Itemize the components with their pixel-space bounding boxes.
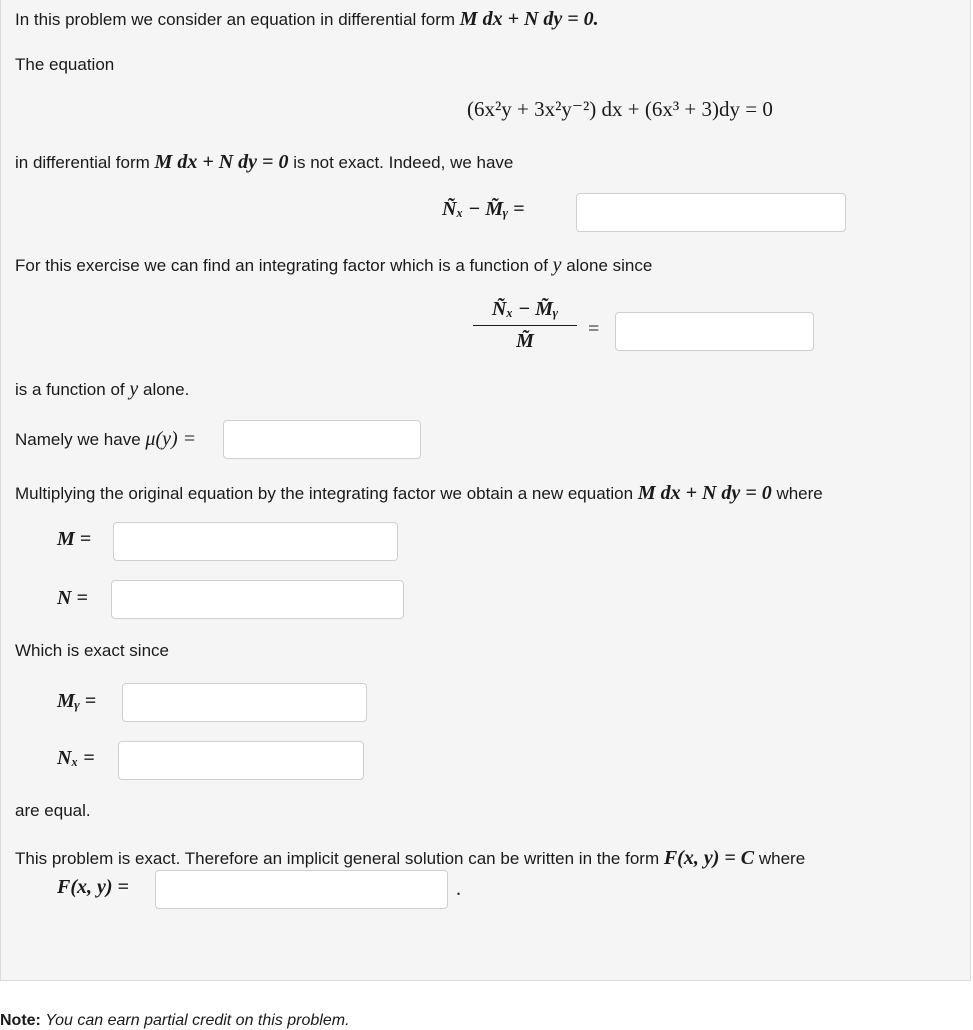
fy-var: y <box>129 378 139 400</box>
intro-line <box>15 8 599 31</box>
diff-answer-input[interactable] <box>576 193 846 232</box>
N-label: N = <box>57 587 88 609</box>
mu-prefix: Namely we have <box>15 430 141 449</box>
Nx-label: Nₓ = <box>57 747 95 769</box>
solution-suffix: where <box>758 849 806 868</box>
ratio-equals: = <box>588 318 600 340</box>
multiply-suffix: where <box>776 484 823 503</box>
function-of-y-line <box>15 378 189 401</box>
Nx-answer-input[interactable] <box>118 741 364 780</box>
F-label: F(x, y) = <box>57 876 129 898</box>
note-line <box>0 1012 350 1030</box>
multiply-formula: M dx + N dy = 0 <box>637 482 772 504</box>
intro-formula: M dx + N dy = 0. <box>459 8 599 30</box>
if-prefix: For this exercise we can find an integrating factor which is a function of <box>15 256 548 275</box>
integrating-factor-line <box>15 254 652 277</box>
main-equation-text: (6x²y + 3x²y⁻²) dx + (6x³ + 3)dy = 0 <box>467 97 773 121</box>
if-suffix: alone since <box>566 256 653 275</box>
mu-answer-input[interactable] <box>223 420 421 459</box>
are-equal-label: are equal. <box>15 801 91 820</box>
not-exact-formula: M dx + N dy = 0 <box>154 151 289 173</box>
My-answer-input[interactable] <box>122 683 367 722</box>
mu-formula: μ(y) = <box>145 428 197 450</box>
ratio-fraction <box>473 298 577 353</box>
F-answer-input[interactable] <box>155 870 448 909</box>
fy-prefix: is a function of <box>15 380 125 399</box>
ratio-answer-input[interactable] <box>615 312 814 351</box>
ratio-numerator: Ñₓ − M̃ᵧ <box>491 298 559 320</box>
main-equation <box>467 97 773 122</box>
solution-prefix: This problem is exact. Therefore an implicit general solution can be written in the form <box>15 849 660 868</box>
N-answer-input[interactable] <box>111 580 404 619</box>
not-exact-suffix: is not exact. Indeed, we have <box>293 153 514 172</box>
ratio-denominator: M̃ <box>516 330 534 352</box>
the-equation-label: The equation <box>15 55 115 74</box>
solution-line <box>15 847 805 870</box>
My-label: Mᵧ = <box>57 690 97 712</box>
note-label: Note: <box>0 1012 41 1029</box>
M-label: M = <box>57 528 92 550</box>
intro-text: In this problem we consider an equation in differential form <box>15 10 456 29</box>
not-exact-line <box>15 151 513 174</box>
M-answer-input[interactable] <box>113 522 398 561</box>
F-period: . <box>456 878 461 900</box>
not-exact-prefix: in differential form <box>15 153 150 172</box>
fy-suffix: alone. <box>142 380 190 399</box>
multiply-line <box>15 482 823 505</box>
exact-since-label: Which is exact since <box>15 641 169 660</box>
solution-formula: F(x, y) = C <box>663 847 755 869</box>
mu-line <box>15 428 196 451</box>
note-text: You can earn partial credit on this problem. <box>45 1012 350 1029</box>
if-var: y <box>552 254 562 276</box>
multiply-prefix: Multiplying the original equation by the integrating factor we obtain a new equation <box>15 484 634 503</box>
diff-label: Ñₓ − M̃ᵧ = <box>442 198 525 220</box>
